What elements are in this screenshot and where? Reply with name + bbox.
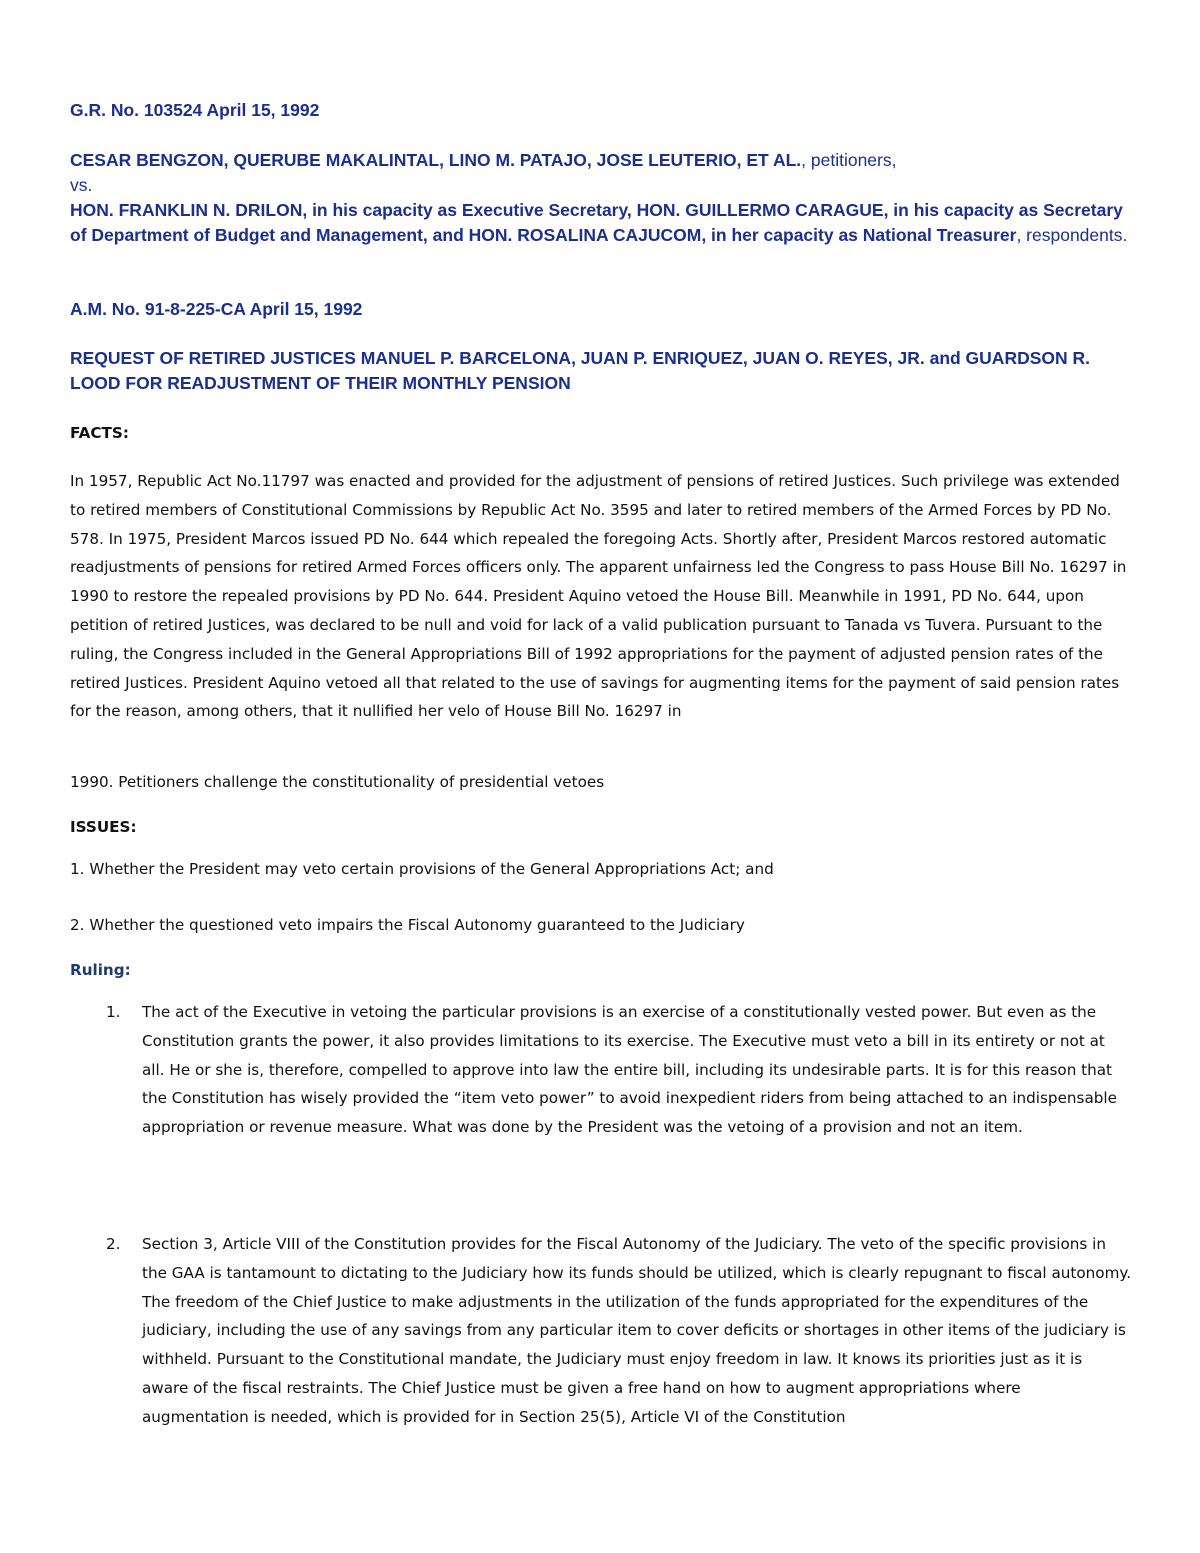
respondents-names: HON. FRANKLIN N. DRILON, in his capacity as Executive Secretary, HON. GUILLERMO CARAGUE, in his capacity as Secretary of Department of Budget and Management, and HON. ROSALINA CAJUCOM, in her capacity as National Treasurer — [70, 200, 1123, 245]
ruling-item-2-number: 2. — [106, 1235, 121, 1253]
case-number-1: G.R. No. 103524 April 15, 1992 — [70, 100, 320, 120]
petitioners-names: CESAR BENGZON, QUERUBE MAKALINTAL, LINO M. PATAJO, JOSE LEUTERIO, ET AL. — [70, 150, 802, 170]
issue-item-1: 1. Whether the President may veto certain provisions of the General Appropriations Act; and — [70, 860, 774, 878]
facts-paragraph: In 1957, Republic Act No.11797 was enacted and provided for the adjustment of pensions of retired Justices. Such privilege was extended to retired members of Constitutional Commissions by Republic Act No. 3595 and later to retired members of the Armed Forces by PD No. 578. In 1975, President Marcos issued PD No. 644 which repealed the foregoing Acts. Shortly after, President Marcos restored automatic readjustments of pensions for retired Armed Forces officers only. The apparent unfairness led the Congress to pass House Bill No. 16297 in 1990 to restore the repealed provisions by PD No. 644. President Aquino vetoed the House Bill. Meanwhile in 1991, PD No. 644, upon petition of retired Justices, was declared to be null and void for lack of a valid publication pursuant to Tanada vs Tuvera. Pursuant to the ruling, the Congress included in the General Appropriations Bill of 1992 appropriations for the payment of adjusted pension rates of the retired Justices. President Aquino vetoed all that related to the use of savings for augmenting items for the payment of said pension rates for the reason, among others, that it nullified her velo of House Bill No. 16297 in — [70, 472, 1127, 721]
versus-label: vs. — [70, 175, 93, 195]
case-title-2 — [70, 346, 1132, 396]
case-title-2-text: REQUEST OF RETIRED JUSTICES MANUEL P. BARCELONA, JUAN P. ENRIQUEZ, JUAN O. REYES, JR. and GUARDSON R. LOOD FOR READJUSTMENT OF THEIR MONTHLY PENSION — [70, 348, 1091, 393]
facts-heading: FACTS: — [70, 424, 129, 442]
issue-item-2: 2. Whether the questioned veto impairs the Fiscal Autonomy guaranteed to the Judiciary — [70, 916, 745, 934]
case-number-2: A.M. No. 91-8-225-CA April 15, 1992 — [70, 299, 363, 319]
ruling-item-2-text: Section 3, Article VIII of the Constitution provides for the Fiscal Autonomy of the Judiciary. The veto of the specific provisions in the GAA is tantamount to dictating to the Judiciary how its funds should be utilized, which is clearly repugnant to fiscal autonomy. The freedom of the Chief Justice to make adjustments in the utilization of the funds appropriated for the expenditures of the judiciary, including the use of any savings from any particular item to cover deficits or shortages in other items of the judiciary is withheld. Pursuant to the Constitutional mandate, the Judiciary must enjoy freedom in law. It knows its priorities just as it is aware of the fiscal restraints. The Chief Justice must be given a free hand on how to augment appropriations where augmentation is needed, which is provided for in Section 25(5), Article VI of the Constitution — [142, 1235, 1132, 1426]
ruling-heading: Ruling: — [70, 961, 131, 979]
petitioners-role: , petitioners, — [801, 150, 897, 170]
case-parties-1 — [70, 148, 1132, 248]
facts-continuation: 1990. Petitioners challenge the constitutionality of presidential vetoes — [70, 773, 605, 791]
issues-heading: ISSUES: — [70, 818, 137, 836]
ruling-item-1-text: The act of the Executive in vetoing the particular provisions is an exercise of a constitutionally vested power. But even as the Constitution grants the power, it also provides limitations to its exercise. The Executive must veto a bill in its entirety or not at all. He or she is, therefore, compelled to approve into law the entire bill, including its undesirable parts. It is for this reason that the Constitution has wisely provided the “item veto power” to avoid inexpedient riders from being attached to an indispensable appropriation or revenue measure. What was done by the President was the vetoing of a provision and not an item. — [142, 1003, 1117, 1137]
ruling-item-1-number: 1. — [106, 1003, 121, 1021]
respondents-role: , respondents. — [1016, 225, 1128, 245]
